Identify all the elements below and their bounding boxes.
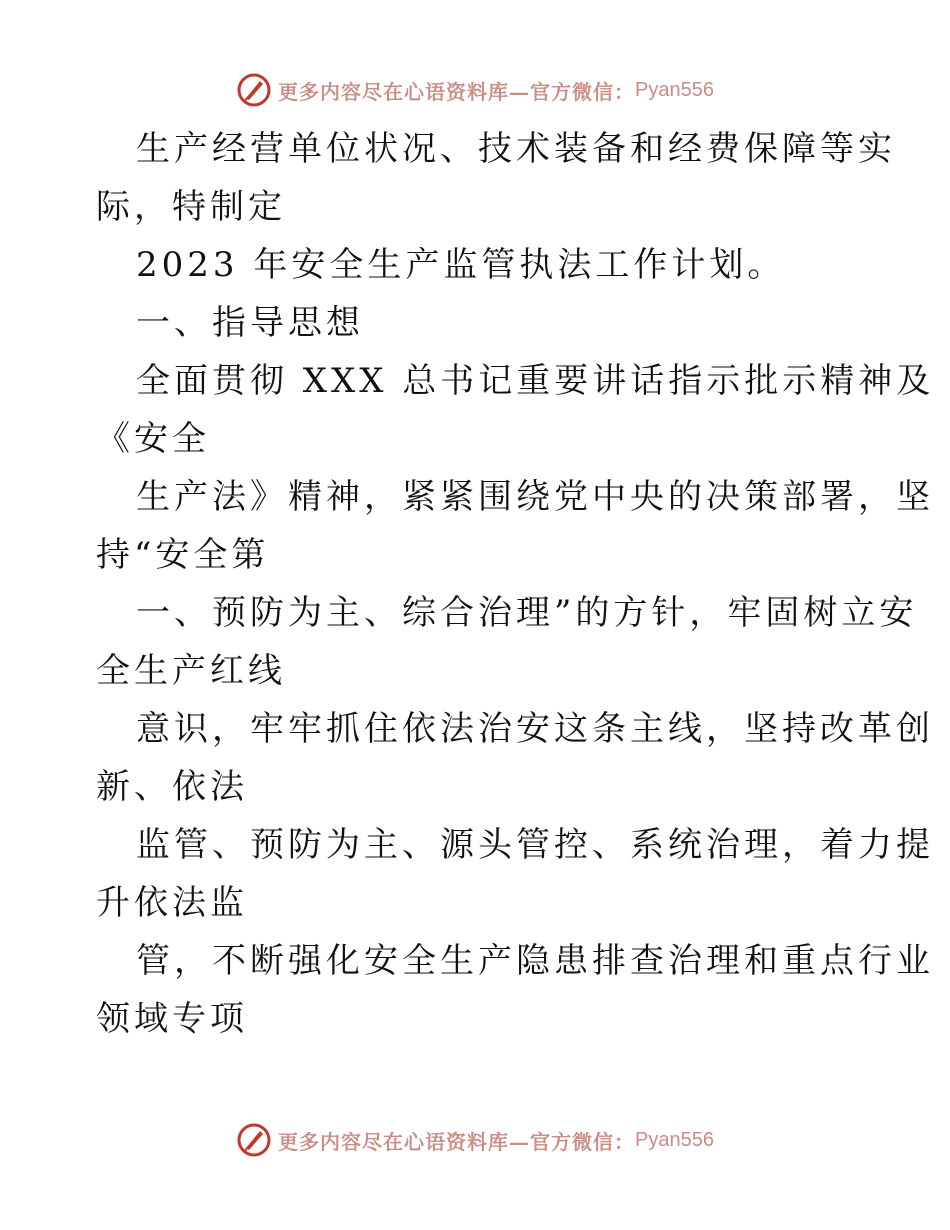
watermark-wechat-id: Pyan556 [635,1128,714,1151]
text-line: 管，不断强化安全生产隐患排查治理和重点行业 [136,941,934,981]
footer-watermark [0,1120,950,1160]
text-line: 全面贯彻 XXX 总书记重要讲话指示批示精神及 [136,361,935,401]
text-line: 《安全 [96,419,210,459]
header-watermark [0,70,950,110]
watermark-text: 更多内容尽在心语资料库—官方微信： [278,1129,636,1154]
text-line: 意识，牢牢抓住依法治安这条主线，坚持改革创 [136,709,934,749]
quill-pen-circle-icon [236,72,272,108]
text-line: 领域专项 [96,999,248,1039]
text-line: 2023 年安全生产监管执法工作计划。 [136,245,786,285]
text-line: 监管、预防为主、源头管控、系统治理，着力提 [136,825,934,865]
text-line: 升依法监 [96,883,248,923]
watermark-text: 更多内容尽在心语资料库—官方微信： [278,79,636,104]
text-line: 生产经营单位状况、技术装备和经费保障等实 [136,129,896,169]
text-line: 一、预防为主、综合治理”的方针，牢固树立安 [136,593,918,633]
text-line: 际，特制定 [96,187,286,227]
text-line: 全生产红线 [96,651,286,691]
quill-pen-circle-icon [236,1122,272,1158]
document-body [96,120,935,1048]
text-line: 生产法》精神，紧紧围绕党中央的决策部署，坚 [136,477,934,517]
watermark-wechat-id: Pyan556 [635,78,714,101]
text-line: 一、指导思想 [136,303,364,343]
text-line: 持“安全第 [96,535,270,575]
text-line: 新、依法 [96,767,248,807]
